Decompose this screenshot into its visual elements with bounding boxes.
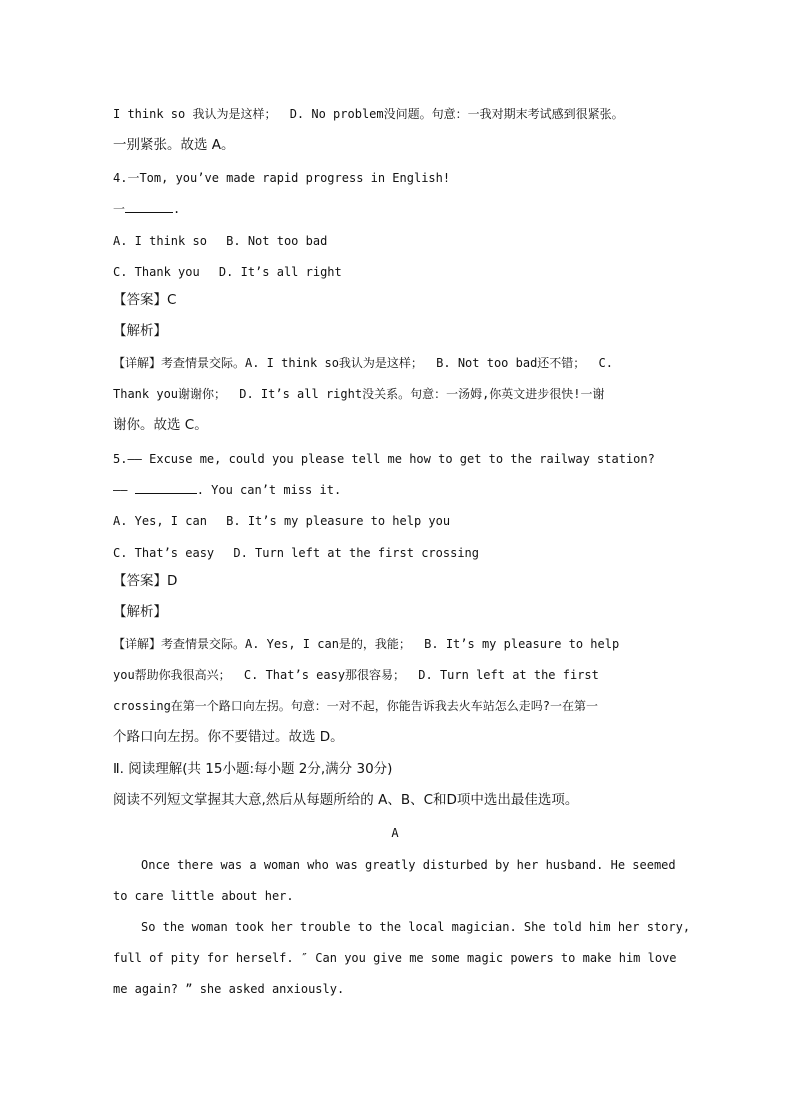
passage-text: So the woman took her trouble to the local magician. She told him her story, xyxy=(141,920,691,934)
question-4-detail: Thank you谢谢你； D. It’s all right没关系。句意：一汤姆,你英文进步很快!一谢 xyxy=(113,387,605,401)
period: . xyxy=(173,202,181,216)
question-4-response xyxy=(113,201,180,217)
passage-text: to care little about her. xyxy=(113,889,294,903)
dash: 一 xyxy=(113,202,126,216)
text-line: 一别紧张。故选 A。 xyxy=(113,137,235,153)
question-5-detail: you帮助你我很高兴； C. That’s easy那很容易； D. Turn left at the first xyxy=(113,668,599,682)
question-4-options-cd: C. Thank you D. It’s all right xyxy=(113,265,342,279)
section-instructions: 阅读不列短文掌握其大意,然后从每题所给的 A、B、C和D项中选出最佳选项。 xyxy=(113,792,579,808)
question-5-answer: 【答案】D xyxy=(113,573,178,589)
answer-blank xyxy=(125,201,173,213)
question-5-response xyxy=(113,482,341,498)
passage-label: A xyxy=(391,826,399,840)
question-5-options-ab: A. Yes, I can B. It’s my pleasure to help you xyxy=(113,514,451,528)
question-4-detail: 【详解】考查情景交际。A. I think so我认为是这样； B. Not too bad还不错； C. xyxy=(113,356,613,370)
passage-text: Once there was a woman who was greatly disturbed by her husband. He seemed xyxy=(141,858,676,872)
question-5-prompt: 5.—— Excuse me, could you please tell me how to get to the railway station? xyxy=(113,452,655,466)
passage-text: full of pity for herself. ″ Can you give me some magic powers to make him love xyxy=(113,951,677,965)
question-5-detail: crossing在第一个路口向左拐。句意：一对不起，你能告诉我去火车站怎么走吗?一在第一 xyxy=(113,699,599,713)
question-5-analysis-heading: 【解析】 xyxy=(113,604,167,620)
passage-text: me again? ” she asked anxiously. xyxy=(113,982,345,996)
question-5-detail: 【详解】考查情景交际。A. Yes, I can是的，我能； B. It’s my pleasure to help xyxy=(113,637,620,651)
question-4-detail: 谢你。故选 C。 xyxy=(113,417,208,433)
question-4-answer: 【答案】C xyxy=(113,292,177,308)
section-title: Ⅱ. 阅读理解(共 15小题:每小题 2分,满分 30分) xyxy=(113,761,393,777)
dash: —— xyxy=(113,483,128,497)
response-tail: . You can’t miss it. xyxy=(196,483,342,497)
question-4-options-ab: A. I think so B. Not too bad xyxy=(113,234,328,248)
answer-blank xyxy=(135,482,197,494)
question-5-options-cd: C. That’s easy D. Turn left at the first crossing xyxy=(113,546,480,560)
text-line: I think so 我认为是这样； D. No problem没问题。句意：一我对期末考试感到很紧张。 xyxy=(113,107,624,121)
question-4-prompt: 4.一Tom, you’ve made rapid progress in English! xyxy=(113,171,451,185)
question-4-analysis-heading: 【解析】 xyxy=(113,323,167,339)
question-5-detail: 个路口向左拐。你不要错过。故选 D。 xyxy=(113,729,344,745)
